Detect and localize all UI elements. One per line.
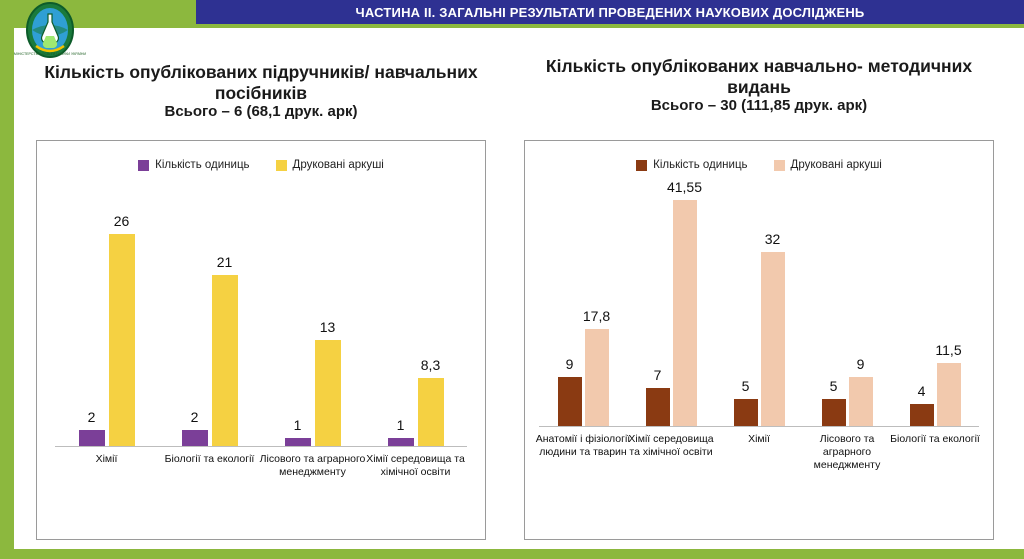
- bar-value-label: 5: [741, 377, 750, 394]
- bar: [418, 378, 444, 446]
- bar-value-label: 32: [764, 230, 781, 247]
- bar: [910, 404, 934, 426]
- bar-value-label: 8,3: [420, 357, 441, 374]
- bar: [388, 438, 414, 446]
- bar: [212, 275, 238, 447]
- bar: [937, 363, 961, 426]
- bar: [315, 340, 341, 446]
- bar-value-label: 2: [87, 408, 96, 425]
- x-axis-line: [55, 446, 467, 447]
- bar-value-label: 2: [190, 408, 199, 425]
- category-label: Лісового та аграрного менеджменту: [813, 433, 881, 471]
- bar: [285, 438, 311, 446]
- x-axis-line: [539, 426, 979, 427]
- bar-value-label: 9: [565, 356, 574, 372]
- bar: [761, 252, 785, 426]
- category-label: Хімії: [748, 433, 770, 445]
- logo-caption: МІНІСТЕРСТВО ОСВІТИ І НАУКИ УКРАЇНИ: [13, 52, 87, 56]
- bar: [673, 200, 697, 426]
- bar-value-label: 5: [829, 377, 838, 394]
- chart-subtitle-right: Всього – 30 (111,85 друк. арк): [650, 97, 868, 115]
- bar-value-label: 21: [216, 253, 233, 270]
- bar: [849, 377, 873, 426]
- bar-value-label: 1: [396, 416, 405, 433]
- category-label: Хімії середовища та хімічної освіти: [628, 433, 714, 458]
- category-label: Анатомії і фізіології людини та тварин: [535, 433, 631, 458]
- bar-value-label: 11,5: [935, 342, 962, 359]
- bar-value-label: 26: [113, 212, 130, 229]
- chart-panel-textbooks: [36, 140, 486, 540]
- legend-label-units-left: Кількість одиниць: [155, 159, 250, 171]
- bar-value-label: 41,55: [666, 178, 703, 195]
- bar-value-label: 1: [293, 416, 302, 433]
- bar-value-label: 7: [653, 366, 662, 383]
- left-accent-stripe: [0, 28, 14, 559]
- bottom-accent-stripe: [0, 549, 1024, 559]
- legend-label-sheets-right: Друковані аркуші: [790, 159, 882, 171]
- plot-area-left: [37, 141, 485, 539]
- bar: [734, 399, 758, 426]
- plot-area-right: [525, 141, 993, 539]
- bar-value-label: 4: [917, 383, 926, 400]
- category-label: Біології та екології: [164, 453, 255, 465]
- bar-value-label: 9: [856, 356, 865, 372]
- bar: [585, 329, 609, 426]
- bar-value-label: 13: [319, 318, 336, 335]
- chart-title-right-main: Кількість опублікованих навчально- методичних видань: [545, 56, 973, 97]
- chart-title-left: [36, 62, 486, 121]
- category-label: Лісового та аграрного менеджменту: [259, 453, 366, 478]
- page-title: ЧАСТИНА II. ЗАГАЛЬНІ РЕЗУЛЬТАТИ ПРОВЕДЕНИХ НАУКОВИХ ДОСЛІДЖЕНЬ: [355, 4, 865, 20]
- chart-panel-methodical: [524, 140, 994, 540]
- legend-label-sheets-left: Друковані аркуші: [292, 159, 384, 171]
- bar: [646, 388, 670, 426]
- category-label: Біології та екології: [890, 433, 980, 445]
- category-label: Хімії: [95, 453, 118, 465]
- chart-title-left-main: Кількість опублікованих підручників/ навчальних посібників: [44, 62, 478, 103]
- header-title-box: [196, 0, 1024, 24]
- bar: [822, 399, 846, 426]
- legend-label-units-right: Кількість одиниць: [653, 159, 748, 171]
- bar: [558, 377, 582, 426]
- bar: [182, 430, 208, 446]
- category-label: Хімії середовища та хімічної освіти: [366, 453, 465, 478]
- bar-value-label: 17,8: [582, 308, 611, 325]
- bar: [109, 234, 135, 446]
- chart-title-right: [520, 56, 998, 115]
- chart-subtitle-left: Всього – 6 (68,1 друк. арк): [164, 103, 358, 121]
- bar: [79, 430, 105, 446]
